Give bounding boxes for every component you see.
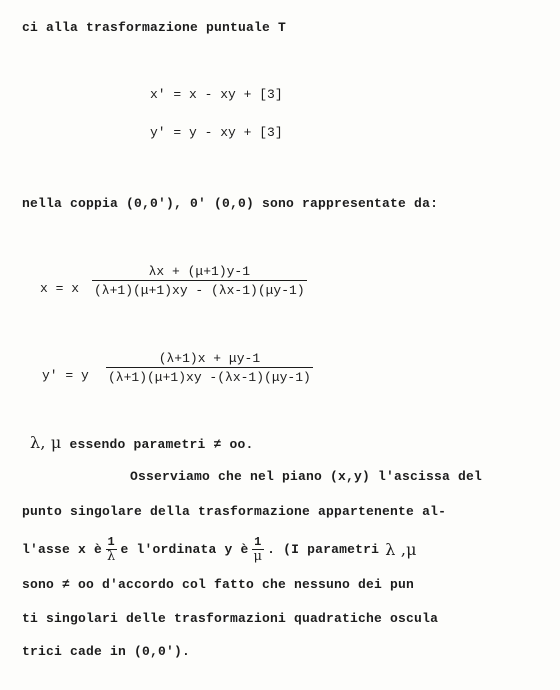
paragraph-line-2: punto singolare della trasformazione appartenente al- <box>22 504 447 519</box>
fraction-one-over-lambda <box>105 536 117 563</box>
equation-x-prime: x' = x - xy + [3] <box>150 87 283 102</box>
paragraph-line-3-b: e l'ordinata y è <box>120 542 249 557</box>
formula-2-numerator: (λ+1)x + μy-1 <box>158 351 261 366</box>
formula-2-left: y' = y <box>42 368 89 383</box>
paragraph-line-3-greek: λ ,μ <box>385 540 417 559</box>
parameters-text: essendo parametri ≠ oo. <box>61 437 254 452</box>
formula-2-fraction <box>106 351 313 385</box>
fraction-one-over-mu <box>252 536 265 563</box>
equation-y-prime: y' = y - xy + [3] <box>150 125 283 140</box>
text-line-1: ci alla trasformazione puntuale T <box>22 20 287 35</box>
fraction-one-over-mu-denominator: μ <box>253 549 263 564</box>
formula-1-fraction <box>92 264 307 298</box>
formula-1-denominator: (λ+1)(μ+1)xy - (λx-1)(μy-1) <box>92 280 307 298</box>
text-line-2: nella coppia (0,0'), 0' (0,0) sono rappresentate da: <box>22 196 439 211</box>
formula-1-numerator: λx + (μ+1)y-1 <box>148 264 251 279</box>
paragraph-line-1: Osserviamo che nel piano (x,y) l'ascissa del <box>130 469 483 484</box>
paragraph-line-3-c: . (I parametri <box>267 542 380 557</box>
parameters-symbols: λ, μ <box>30 433 62 452</box>
paragraph-line-3-a: l'asse x è <box>22 542 103 557</box>
paragraph-line-6: trici cade in (0,0'). <box>22 644 191 659</box>
paragraph-line-3 <box>22 536 417 563</box>
formula-1-left: x = x <box>40 281 80 296</box>
fraction-one-over-mu-numerator: 1 <box>254 535 262 549</box>
parameters-line <box>30 433 254 452</box>
formula-2-denominator: (λ+1)(μ+1)xy -(λx-1)(μy-1) <box>106 367 313 385</box>
fraction-one-over-lambda-denominator: λ <box>107 549 116 564</box>
paragraph-line-5: ti singolari delle trasformazioni quadratiche oscula <box>22 611 439 626</box>
paragraph-line-4: sono ≠ oo d'accordo col fatto che nessuno dei pun <box>22 577 415 592</box>
fraction-one-over-lambda-numerator: 1 <box>107 535 115 549</box>
